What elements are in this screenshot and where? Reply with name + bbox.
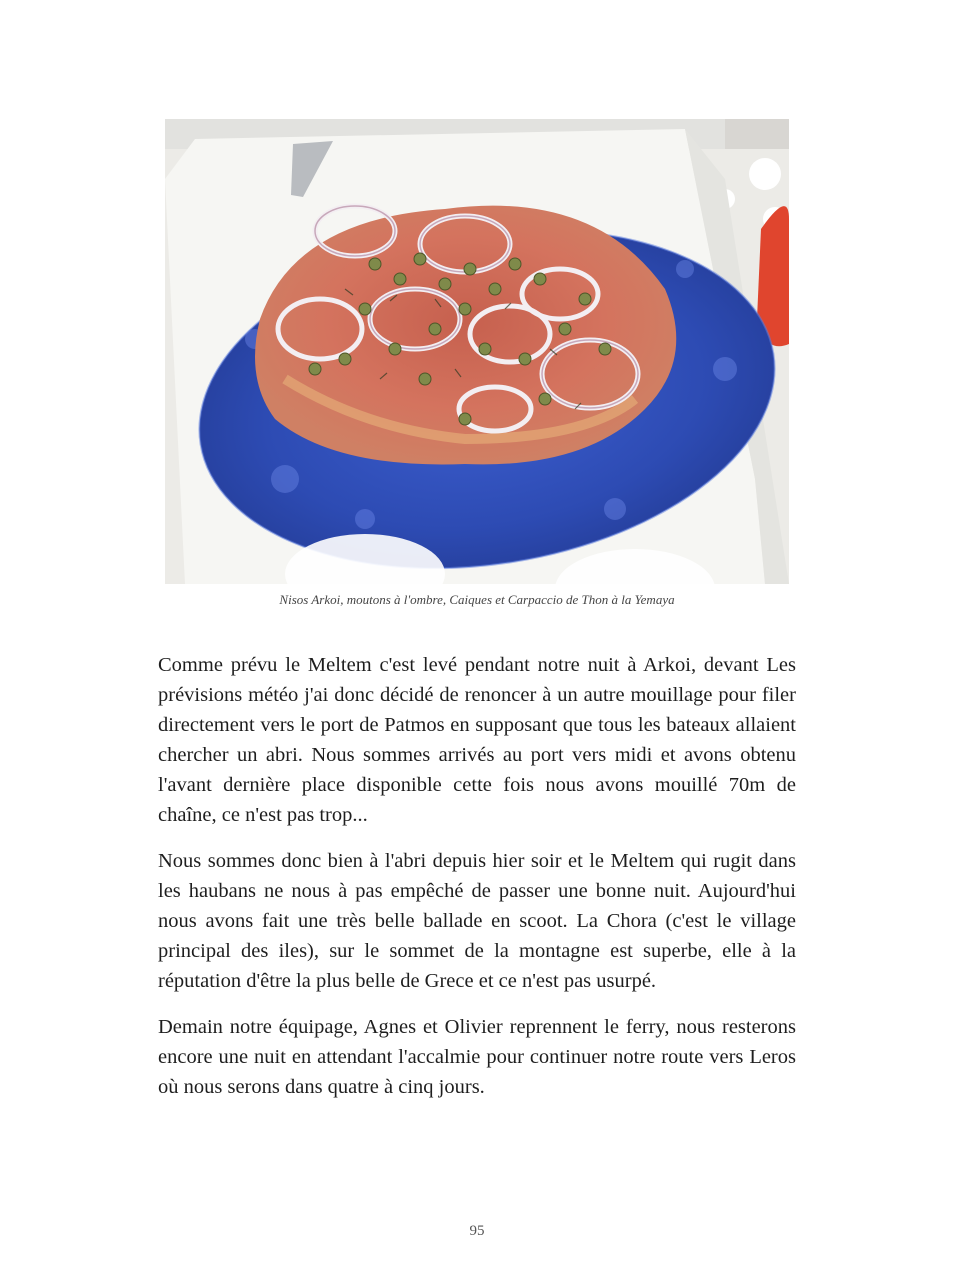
body-text — [158, 650, 796, 1118]
paragraph-chora-visit: Nous sommes donc bien à l'abri depuis hier soir et le Meltem qui rugit dans les haubans ne nous à pas empêché de passer une bonne nuit. Aujourd'hui nous avons fait une très belle ballade en scoot. La Chora (c'est le village principal des iles), sur le sommet de la montagne est superbe, elle à la réputation d'être la plus belle de Grece et ce n'est pas usurpé. — [158, 850, 796, 992]
paragraph-patmos-arrival: Comme prévu le Meltem c'est levé pendant notre nuit à Arkoi, devant Les prévisions météo j'ai donc décidé de renoncer à un autre mouillage pour filer directement vers le port de Patmos en supposant que tous les bateaux allaient chercher un abri. Nous sommes arrivés au port vers midi et avons obtenu l'avant dernière place disponible cette fois nous avons mouillé 70m de chaîne, ce n'est pas trop... — [158, 654, 796, 826]
carpaccio-plate-photo — [165, 119, 789, 584]
figure-caption: Nisos Arkoi, moutons à l'ombre, Caiques et Carpaccio de Thon à la Yemaya — [279, 592, 675, 607]
page-number: 95 — [469, 1223, 485, 1239]
paragraph-crew-departure: Demain notre équipage, Agnes et Olivier reprennent le ferry, nous resterons encore une nuit en attendant l'accalmie pour continuer notre route vers Leros où nous serons dans quatre à cinq jours. — [158, 1016, 796, 1098]
